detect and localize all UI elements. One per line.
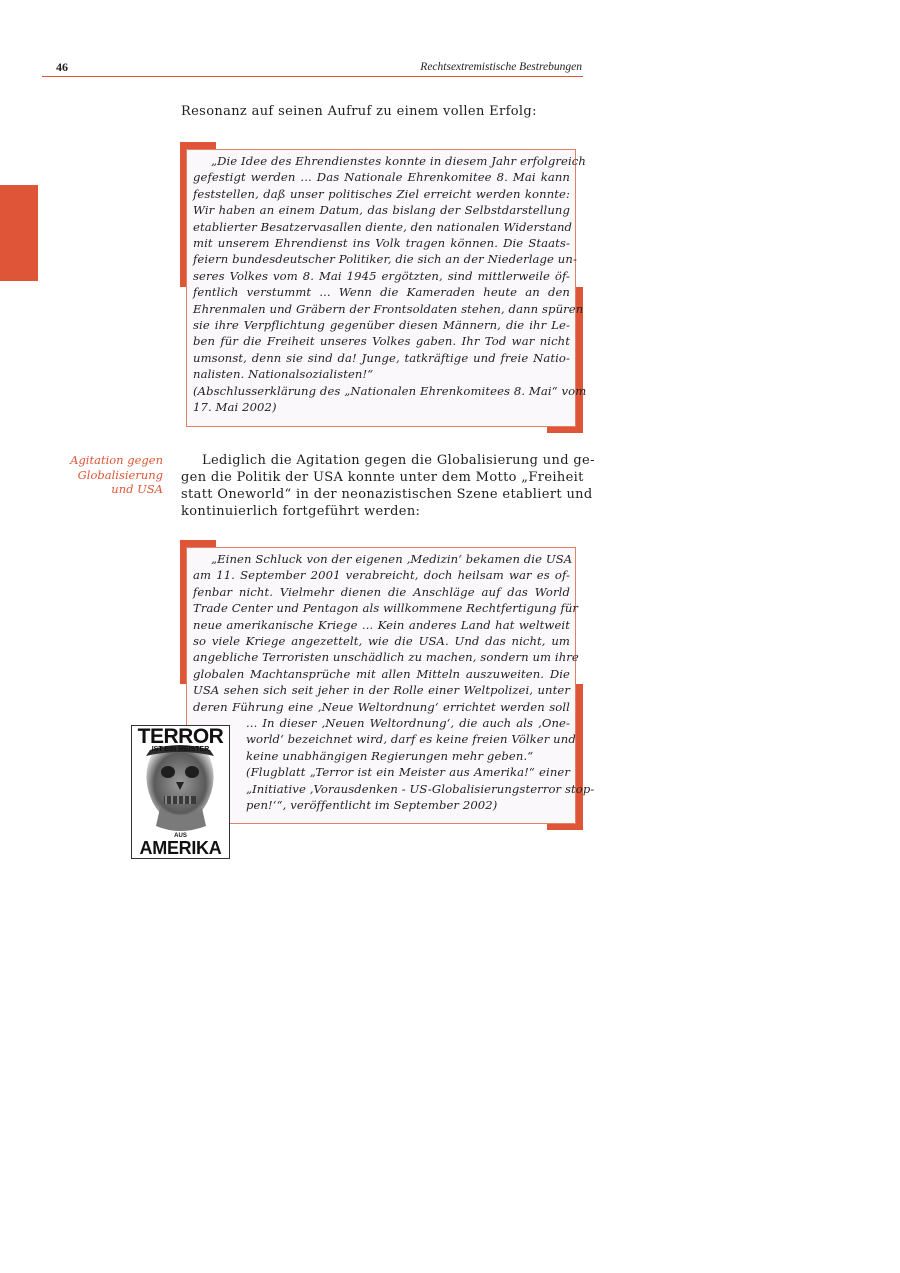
quote-line: nalisten. Nationalsozialisten!“ <box>193 367 374 382</box>
quote-line: deren Führung eine ‚Neue Weltordnung‘ errichtet werden soll <box>193 699 570 714</box>
body-line: Lediglich die Agitation gegen die Globalisierung und ge- <box>202 453 595 468</box>
body-line: statt Oneworld“ in der neonazistischen Szene etabliert und <box>181 487 593 502</box>
quote-line: „Die Idee des Ehrendienstes konnte in diesem Jahr erfolgreich <box>211 154 586 168</box>
quote-text <box>193 153 587 416</box>
margin-note-line: Agitation gegen <box>70 453 163 467</box>
quote-line: etablierter Besatzervasallen diente, den nationalen Widerstand <box>193 219 573 234</box>
quote-line: „Einen Schluck von der eigenen ‚Medizin‘ bekamen die USA <box>211 552 573 566</box>
body-line: kontinuierlich fortgeführt werden: <box>181 504 421 519</box>
quote-line: mit unserem Ehrendienst ins Volk tragen können. Die Staats- <box>193 236 570 251</box>
margin-note-line: Globalisierung <box>77 467 163 482</box>
quote-line: world‘ bezeichnet wird, darf es keine freien Völker und <box>246 732 576 747</box>
quote-line: Wir haben an einem Datum, das bislang der Selbstdarstellung <box>193 203 570 218</box>
quote-line: ... In dieser ‚Neuen Weltordnung‘, die auch als ‚One- <box>246 716 570 730</box>
quote-line: umsonst, denn sie sind da! Junge, tatkräftige und freie Natio- <box>193 350 570 365</box>
quote-line: feiern bundesdeutscher Politiker, die sich an der Niederlage un- <box>193 252 577 267</box>
leaflet-poster-image <box>131 725 230 859</box>
quote-line: seres Volkes vom 8. Mai 1945 ergötzten, sind mittlerweile öf- <box>193 268 570 283</box>
body-line: gen die Politik der USA konnte unter dem Motto „Freiheit <box>181 470 584 485</box>
quote-line: feststellen, daß unser politisches Ziel erreicht werden konnte: <box>193 186 570 201</box>
running-title: Rechtsextremistische Bestrebungen <box>420 61 582 73</box>
quote-line: gefestigt werden ... Das Nationale Ehrenkomitee 8. Mai kann <box>193 170 570 185</box>
header-rule <box>42 76 583 77</box>
poster-title: TERROR <box>137 725 224 748</box>
intro-paragraph <box>181 103 583 120</box>
quote-source: (Abschlusserklärung des „Nationalen Ehrenkomitees 8. Mai“ vom <box>193 383 587 398</box>
quote-line: fentlich verstummt ... Wenn die Kameraden heute an den <box>193 285 570 300</box>
quote-text-narrow <box>246 715 595 813</box>
page-number: 46 <box>56 60 68 74</box>
quote-source: „Initiative ‚Vorausdenken - US-Globalisierungsterror stop- <box>246 781 595 796</box>
quote-text <box>193 551 579 715</box>
quote-line: keine unabhängigen Regierungen mehr geben.“ <box>246 748 534 763</box>
quote-source: 17. Mai 2002) <box>193 400 277 415</box>
quote-line: neue amerikanische Kriege ... Kein anderes Land hat weltweit <box>193 617 570 632</box>
quote-line: am 11. September 2001 verabreicht, doch heilsam war es of- <box>193 568 570 583</box>
poster-small-text: AUS <box>174 833 187 839</box>
quote-line: fenbar nicht. Vielmehr dienen die Anschläge auf das World <box>193 584 570 599</box>
quote-line: globalen Machtansprüche mit allen Mitteln auszuweiten. Die <box>193 666 570 681</box>
body-paragraph <box>181 452 595 520</box>
chapter-tab-marker <box>0 185 38 281</box>
margin-note <box>43 453 163 497</box>
quote-line: Ehrenmalen und Gräbern der Frontsoldaten stehen, dann spüren <box>193 301 584 316</box>
quote-line: sie ihre Verpflichtung gegenüber diesen Männern, die ihr Le- <box>193 318 570 333</box>
quote-line: angebliche Terroristen unschädlich zu machen, sondern um ihre <box>193 650 579 665</box>
quote-line: ben für die Freiheit unseres Volkes gaben. Ihr Tod war nicht <box>193 334 570 349</box>
poster-subtitle: IST EIN MEISTER <box>151 746 210 753</box>
margin-note-line: und USA <box>111 482 163 496</box>
quote-line: Trade Center und Pentagon als willkommene Rechtfertigung für <box>193 601 579 616</box>
quote-line: so viele Kriege angezettelt, wie die USA. Und das nicht, um <box>193 634 570 649</box>
intro-line: Resonanz auf seinen Aufruf zu einem vollen Erfolg: <box>181 104 537 119</box>
poster-bottom-title: AMERIKA <box>139 838 222 858</box>
quote-source: pen!‘“, veröffentlicht im September 2002) <box>246 798 498 813</box>
quote-source: (Flugblatt „Terror ist ein Meister aus Amerika!“ einer <box>246 765 570 780</box>
quote-line: USA sehen sich seit jeher in der Rolle einer Weltpolizei, unter <box>193 683 570 698</box>
